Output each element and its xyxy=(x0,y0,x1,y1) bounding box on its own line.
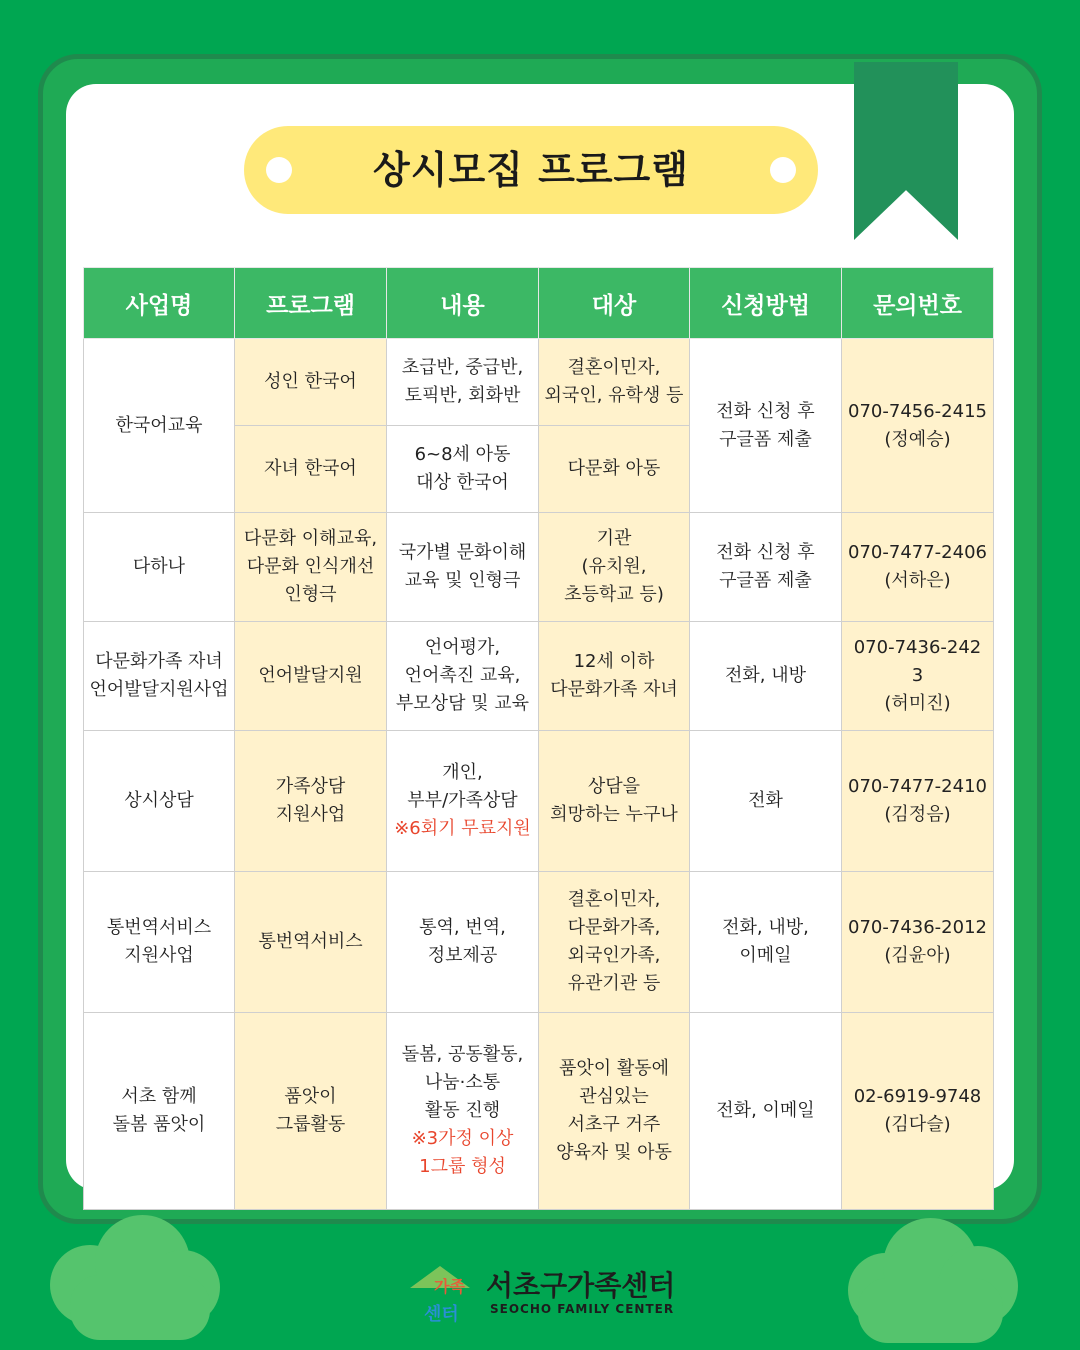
page-title: 상시모집 프로그램 xyxy=(373,148,689,192)
method-cell: 전화 신청 후 구글폼 제출 xyxy=(690,513,842,622)
cloud-left-icon xyxy=(50,1215,220,1340)
logo-subtitle: SEOCHO FAMILY CENTER xyxy=(490,1302,675,1316)
content-cell xyxy=(387,1013,539,1210)
method-cell: 전화 xyxy=(690,731,842,872)
contact-cell: 070-7436-242 3 (허미진) xyxy=(842,622,994,731)
header-method: 신청방법 xyxy=(690,268,842,339)
content-cell: 6~8세 아동 대상 한국어 xyxy=(387,426,539,513)
program-cell: 자녀 한국어 xyxy=(235,426,387,513)
business-cell: 한국어교육 xyxy=(84,339,235,513)
content-text: 돌봄, 공동활동, 나눔·소통 활동 진행 xyxy=(401,1044,524,1121)
business-cell: 서초 함께 돌봄 품앗이 xyxy=(84,1013,235,1210)
cloud-right-icon xyxy=(848,1218,1018,1343)
program-cell: 성인 한국어 xyxy=(235,339,387,426)
business-cell: 통번역서비스 지원사업 xyxy=(84,872,235,1013)
logo-mark-top: 가족 xyxy=(434,1277,465,1296)
contact-cell: 070-7477-2410 (김정음) xyxy=(842,731,994,872)
target-cell: 결혼이민자, 다문화가족, 외국인가족, 유관기관 등 xyxy=(539,872,690,1013)
program-cell: 언어발달지원 xyxy=(235,622,387,731)
contact-cell: 070-7456-2415 (정예승) xyxy=(842,339,994,513)
program-cell: 다문화 이해교육, 다문화 인식개선 인형극 xyxy=(235,513,387,622)
header-content: 내용 xyxy=(387,268,539,339)
content-cell: 통역, 번역, 정보제공 xyxy=(387,872,539,1013)
business-cell: 상시상담 xyxy=(84,731,235,872)
contact-cell: 02-6919-9748 (김다슬) xyxy=(842,1013,994,1210)
table-row xyxy=(84,339,994,426)
content-cell: 국가별 문화이해 교육 및 인형극 xyxy=(387,513,539,622)
program-cell: 품앗이 그룹활동 xyxy=(235,1013,387,1210)
contact-cell: 070-7436-2012 (김윤아) xyxy=(842,872,994,1013)
content-cell: 언어평가, 언어촉진 교육, 부모상담 및 교육 xyxy=(387,622,539,731)
center-logo xyxy=(406,1262,676,1332)
table-row xyxy=(84,1013,994,1210)
program-cell: 통번역서비스 xyxy=(235,872,387,1013)
target-cell: 기관 (유치원, 초등학교 등) xyxy=(539,513,690,622)
title-banner xyxy=(244,126,818,214)
header-business: 사업명 xyxy=(84,268,235,339)
content-cell xyxy=(387,731,539,872)
table-row xyxy=(84,731,994,872)
contact-cell: 070-7477-2406 (서하은) xyxy=(842,513,994,622)
logo-mark-bottom: 센터 xyxy=(424,1304,459,1325)
program-cell: 가족상담 지원사업 xyxy=(235,731,387,872)
target-cell: 12세 이하 다문화가족 자녀 xyxy=(539,622,690,731)
table-row xyxy=(84,622,994,731)
target-cell: 상담을 희망하는 누구나 xyxy=(539,731,690,872)
table-row xyxy=(84,513,994,622)
header-program: 프로그램 xyxy=(235,268,387,339)
method-cell: 전화, 내방, 이메일 xyxy=(690,872,842,1013)
method-cell: 전화, 이메일 xyxy=(690,1013,842,1210)
logo-name: 서초구가족센터 xyxy=(486,1269,676,1302)
target-cell: 다문화 아동 xyxy=(539,426,690,513)
method-cell: 전화, 내방 xyxy=(690,622,842,731)
method-cell: 전화 신청 후 구글폼 제출 xyxy=(690,339,842,513)
header-contact: 문의번호 xyxy=(842,268,994,339)
table-row xyxy=(84,872,994,1013)
content-note: ※3가정 이상 1그룹 형성 xyxy=(411,1128,514,1177)
header-target: 대상 xyxy=(539,268,690,339)
target-cell: 결혼이민자, 외국인, 유학생 등 xyxy=(539,339,690,426)
family-center-logo-icon xyxy=(406,1262,476,1332)
business-cell: 다문화가족 자녀 언어발달지원사업 xyxy=(84,622,235,731)
business-cell: 다하나 xyxy=(84,513,235,622)
content-note: ※6회기 무료지원 xyxy=(394,818,531,839)
table-header-row xyxy=(84,268,994,339)
content-cell: 초급반, 중급반, 토픽반, 회화반 xyxy=(387,339,539,426)
program-table xyxy=(83,267,994,1210)
content-text: 개인, 부부/가족상담 xyxy=(407,762,518,811)
target-cell: 품앗이 활동에 관심있는 서초구 거주 양육자 및 아동 xyxy=(539,1013,690,1210)
